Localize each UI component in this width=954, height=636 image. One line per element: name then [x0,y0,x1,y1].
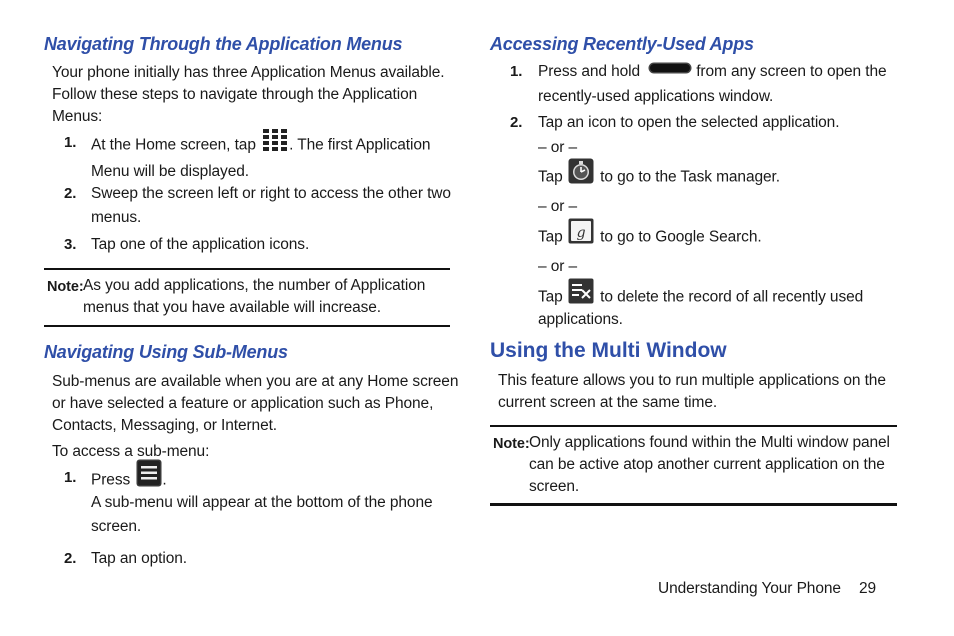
step-text [538,61,887,108]
text-span: . The first Application [289,136,431,154]
divider [490,503,897,506]
heading-multi-window: Using the Multi Window [490,339,727,362]
clear-all-icon [568,278,594,311]
text-span: Tap [538,288,563,306]
note-box [47,276,84,298]
text-span: At the Home screen, tap [91,136,256,154]
text-line: Contacts, Messaging, or Internet. [52,417,278,434]
text-line: Menus: [52,108,103,125]
text-span: to go to Google Search. [600,228,762,246]
text-line: Sweep the screen left or right to access the other two [91,185,451,202]
text-line: current screen at the same time. [498,394,718,411]
step-number: 1. [64,134,77,151]
note-label: Note: [493,436,530,452]
section-title-sub-menus: Navigating Using Sub-Menus [44,342,288,362]
text-line: Your phone initially has three Application Menus available. [52,64,445,81]
step-text [91,183,451,229]
text-line: Sub-menus are available when you are at any Home screen [52,373,459,390]
text-span: to delete the record of all recently used [600,288,864,306]
text-line: screen. [529,478,580,495]
note-text [529,432,890,498]
home-key-icon [648,59,692,81]
svg-text:g: g [576,225,586,241]
text-line: menus. [91,209,142,226]
divider [490,425,897,427]
step-number: 1. [64,469,77,486]
text-span: . [162,471,167,489]
section-title-application-menus: Navigating Through the Application Menus [44,34,403,54]
text-line: This feature allows you to run multiple applications on the [498,372,886,389]
text-line: can be active atop another current application on the [529,456,885,473]
note-label: Note: [47,279,84,295]
text-span: Press [91,471,131,489]
step-text: Tap an option. [91,550,187,567]
text-line: Only applications found within the Multi window panel [529,434,890,451]
google-search-icon [568,218,594,251]
text-line: As you add applications, the number of Application [83,277,426,294]
divider [44,325,450,327]
step-number: 2. [64,185,77,202]
text-line: Menu will be displayed. [91,163,249,180]
page-number: 29 [859,580,877,597]
section-title-recent-apps: Accessing Recently-Used Apps [490,34,754,54]
text-line: screen. [91,518,142,535]
paragraph-intro [52,62,444,128]
or-separator: – or – [538,258,578,275]
text-span: to go to the Task manager. [600,168,780,186]
text-line: or have selected a feature or application such as Phone, [52,395,434,412]
note-box [493,433,530,455]
paragraph-access: To access a sub-menu: [52,443,210,460]
step-number: 3. [64,236,77,253]
step-text: Tap one of the application icons. [91,236,310,253]
or-separator: – or – [538,139,578,156]
text-span: Press and hold [538,63,640,80]
text-line: recently-used applications window. [538,88,774,105]
text-line: Follow these steps to navigate through the Application [52,86,418,103]
text-line: applications. [538,311,623,328]
footer-chapter: Understanding Your Phone [658,580,841,597]
divider [44,268,450,270]
note-text [83,275,425,319]
text-span: Tap [538,228,563,246]
or-separator: – or – [538,198,578,215]
text-line: A sub-menu will appear at the bottom of the phone [91,494,433,511]
step-text: Tap an icon to open the selected application. [538,114,840,131]
task-manager-icon [568,158,594,191]
step-text [91,467,167,494]
step-number: 1. [510,63,523,80]
option-clear-all [538,284,863,311]
step-number: 2. [64,550,77,567]
paragraph-intro [52,371,458,437]
text-line: menus that you have available will increase. [83,299,382,316]
step-detail [91,492,433,538]
text-span: from any screen to open the [696,63,887,80]
step-number: 2. [510,114,523,131]
menu-key-icon [136,459,162,494]
option-google-search [538,224,762,251]
option-task-manager [538,164,780,191]
paragraph-intro [498,370,886,414]
text-span: Tap [538,168,563,186]
step-text [91,132,430,183]
apps-grid-icon [262,128,288,159]
